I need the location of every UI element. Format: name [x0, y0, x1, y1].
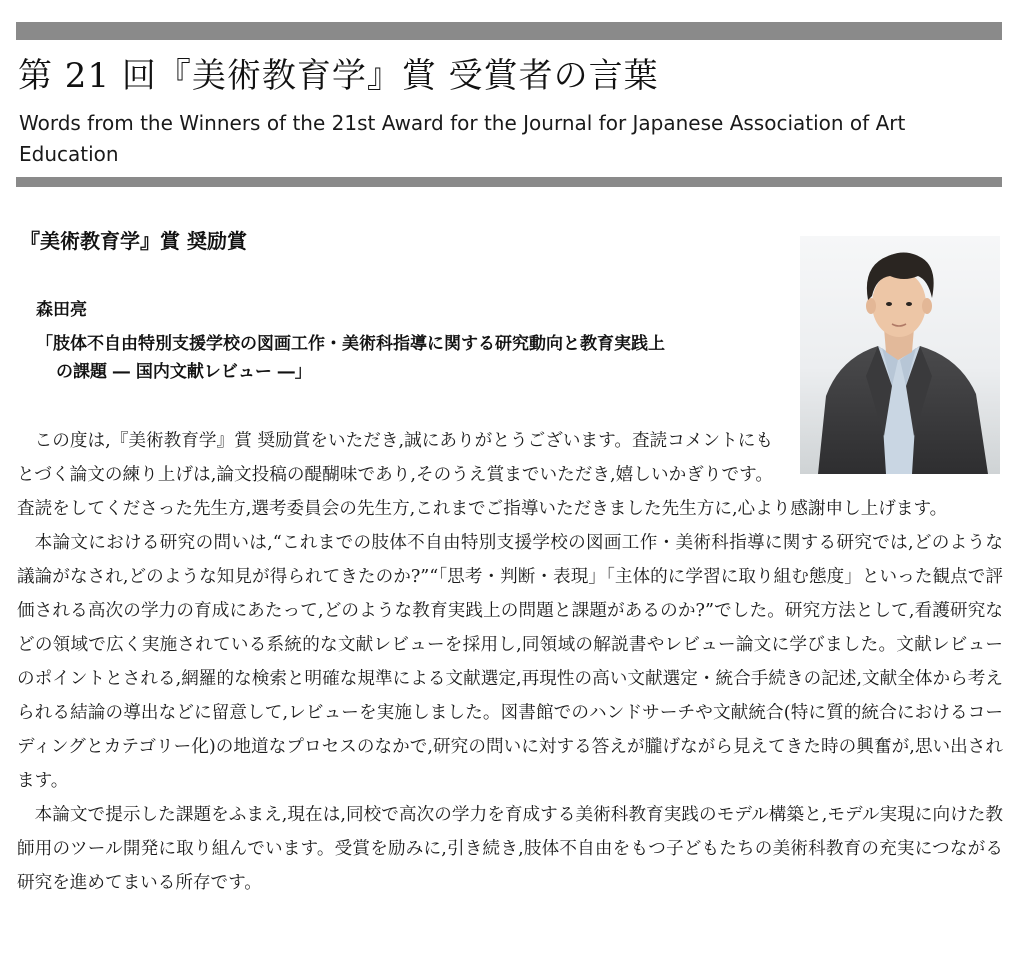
page-subtitle: Words from the Winners of the 21st Award for the Journal for Japanese Association of Art Education: [19, 111, 906, 166]
message-paragraph-3: 本論文で提示した課題をふまえ,現在は,同校で高次の学力を育成する美術科教育実践のモデル構築と,モデル実現に向けた教師用のツール開発に取り組んでいます。受賞を励みに,引き続き,肢体不自由をもつ子どもたちの美術科教育の充実につながる研究を進めてまいる所存です。: [17, 805, 1003, 893]
paper-title-line-2: の課題 ― 国内文献レビュー ―」: [56, 362, 312, 382]
winner-name: 森田亮: [36, 300, 87, 320]
message-paragraph-1: この度は,『美術教育学』賞 奨励賞をいただき,誠にありがとうございます。査読コメントにもとづく論文の練り上げは,論文投稿の醍醐味であり,そのうえ賞までいただき,嬉しいかぎりです。査読をしてくださった先生方,選考委員会の先生方,これまでご指導いただきました先生方に,心より感謝申し上げます。: [17, 431, 948, 519]
photo-wrap-spacer: [773, 424, 1003, 476]
page-title: 第 21 回『美術教育学』賞 受賞者の言葉: [18, 56, 659, 96]
award-category-heading: 『美術教育学』賞 奨励賞: [20, 229, 247, 253]
message-paragraph-2: 本論文における研究の問いは,“これまでの肢体不自由特別支援学校の図画工作・美術科指導に関する研究では,どのような議論がなされ,どのような知見が得られてきたのか?”“「思考・判断・表現」「主体的に学習に取り組む態度」といった観点で評価される高次の学力の育成にあたって,どのような教育実践上の問題と課題があるのか?”でした。研究方法として,看護研究などの領域で広く実施されている系統的な文献レビューを採用し,同領域の解説書やレビュー論文に学びました。文献レビューのポイントとされる,網羅的な検索と明確な規準による文献選定,再現性の高い文献選定・統合手続きの記述,文献全体から考えられる結論の導出などに留意して,レビューを実施しました。図書館でのハンドサーチや文献統合(特に質的統合におけるコーディングとカテゴリー化)の地道なプロセスのなかで,研究の問いに対する答えが朧げながら見えてきた時の興奮が,思い出されます。: [17, 533, 1003, 791]
paper-title-line-1: 「肢体不自由特別支援学校の図画工作・美術科指導に関する研究動向と教育実践上: [36, 334, 665, 354]
acceptance-message: [17, 424, 1003, 900]
header-divider: [16, 177, 1002, 187]
top-rule: [16, 22, 1002, 40]
paper-title: [36, 330, 776, 386]
